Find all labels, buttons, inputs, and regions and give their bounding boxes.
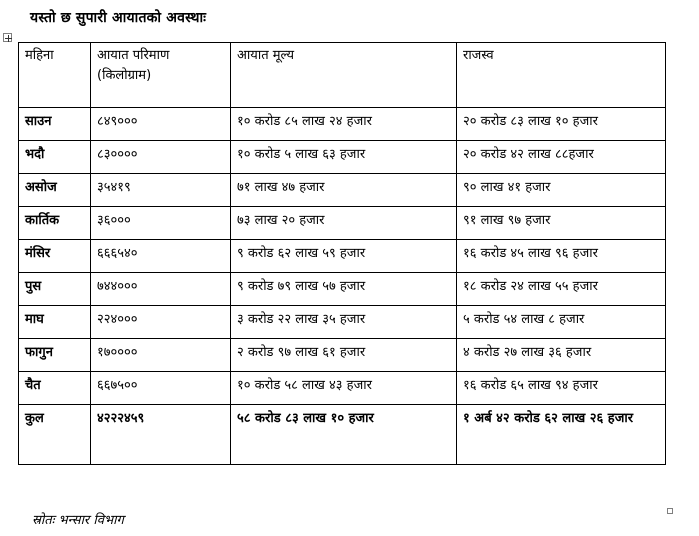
cell-value: १० करोड ८५ लाख २४ हजार xyxy=(231,108,457,141)
table-row xyxy=(19,372,666,405)
cell-revenue: २० करोड ४२ लाख ८८हजार xyxy=(457,141,666,174)
table-header-row xyxy=(19,43,666,108)
cell-quantity: ८३०००० xyxy=(91,141,231,174)
cell-quantity: ७४४००० xyxy=(91,273,231,306)
cell-quantity: ३६००० xyxy=(91,207,231,240)
cell-value: ९ करोड ७९ लाख ५७ हजार xyxy=(231,273,457,306)
cell-month: मंसिर xyxy=(19,240,91,273)
import-table xyxy=(18,42,666,465)
cell-revenue: १६ करोड ६५ लाख ९४ हजार xyxy=(457,372,666,405)
total-value: ५८ करोड ८३ लाख १० हजार xyxy=(231,405,457,465)
cell-month: फागुन xyxy=(19,339,91,372)
cell-revenue: ४ करोड २७ लाख ३६ हजार xyxy=(457,339,666,372)
total-revenue: १ अर्ब ४२ करोड ६२ लाख २६ हजार xyxy=(457,405,666,465)
table-row xyxy=(19,306,666,339)
cell-value: ३ करोड २२ लाख ३५ हजार xyxy=(231,306,457,339)
table-row xyxy=(19,108,666,141)
cell-revenue: १६ करोड ४५ लाख ९६ हजार xyxy=(457,240,666,273)
cell-month: कार्तिक xyxy=(19,207,91,240)
cell-value: १० करोड ५८ लाख ४३ हजार xyxy=(231,372,457,405)
cell-quantity: ६६७५०० xyxy=(91,372,231,405)
cell-quantity: ८४९००० xyxy=(91,108,231,141)
cell-quantity: १७०००० xyxy=(91,339,231,372)
cell-quantity: ३५४१९ xyxy=(91,174,231,207)
cell-month: असोज xyxy=(19,174,91,207)
cell-month: साउन xyxy=(19,108,91,141)
table-move-handle[interactable] xyxy=(3,33,12,42)
cell-revenue: १८ करोड २४ लाख ५५ हजार xyxy=(457,273,666,306)
total-quantity: ४२२२४५९ xyxy=(91,405,231,465)
table-row xyxy=(19,141,666,174)
cell-value: ७३ लाख २० हजार xyxy=(231,207,457,240)
table-row xyxy=(19,240,666,273)
table-row xyxy=(19,174,666,207)
source-note: स्रोतः भन्सार विभाग xyxy=(32,513,124,528)
header-quantity: आयात परिमाण (किलोग्राम) xyxy=(91,43,231,108)
move-arrows-icon xyxy=(4,34,13,43)
cell-month: भदौ xyxy=(19,141,91,174)
table-row xyxy=(19,339,666,372)
cell-value: ७१ लाख ४७ हजार xyxy=(231,174,457,207)
cell-quantity: २२४००० xyxy=(91,306,231,339)
cell-month: चैत xyxy=(19,372,91,405)
cell-month: माघ xyxy=(19,306,91,339)
cell-value: २ करोड ९७ लाख ६१ हजार xyxy=(231,339,457,372)
page-heading: यस्तो छ सुपारी आयातको अवस्थाः xyxy=(30,10,207,26)
cell-value: १० करोड ५ लाख ६३ हजार xyxy=(231,141,457,174)
table-row xyxy=(19,273,666,306)
header-revenue: राजस्व xyxy=(457,43,666,108)
cell-revenue: २० करोड ८३ लाख १० हजार xyxy=(457,108,666,141)
cell-revenue: ९१ लाख ९७ हजार xyxy=(457,207,666,240)
cell-quantity: ६६६५४० xyxy=(91,240,231,273)
header-month: महिना xyxy=(19,43,91,108)
cell-revenue: ९० लाख ४१ हजार xyxy=(457,174,666,207)
table-total-row xyxy=(19,405,666,465)
header-value: आयात मूल्य xyxy=(231,43,457,108)
table-row xyxy=(19,207,666,240)
cell-value: ९ करोड ६२ लाख ५९ हजार xyxy=(231,240,457,273)
cell-month: पुस xyxy=(19,273,91,306)
total-label: कुल xyxy=(19,405,91,465)
table-resize-handle[interactable] xyxy=(667,508,673,514)
cell-revenue: ५ करोड ५४ लाख ८ हजार xyxy=(457,306,666,339)
